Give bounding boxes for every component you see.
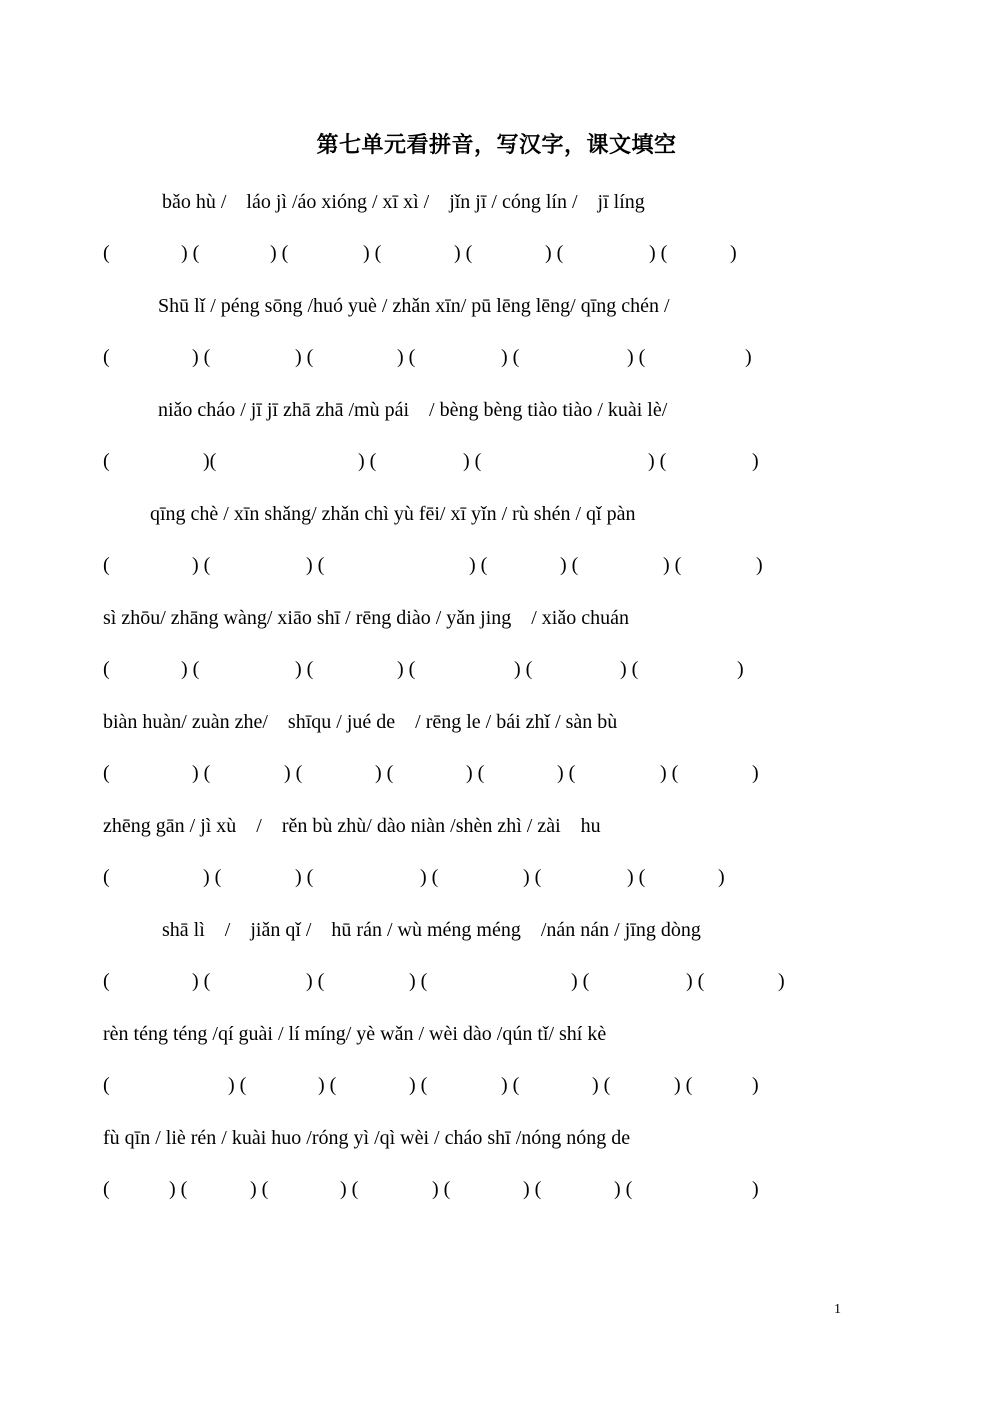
answer-blank[interactable]: )	[737, 658, 744, 680]
answer-blank[interactable]: ) (	[363, 242, 382, 264]
answer-blank[interactable]: ) (	[192, 554, 211, 576]
answer-blank[interactable]: ) (	[295, 346, 314, 368]
answer-blank[interactable]: ) (	[501, 346, 520, 368]
answer-blank[interactable]: ) (	[409, 970, 428, 992]
answer-blank[interactable]: ) (	[592, 1074, 611, 1096]
answer-blank[interactable]: ) (	[270, 242, 289, 264]
answer-blank[interactable]: ) (	[545, 242, 564, 264]
answer-blank[interactable]: )	[752, 1074, 759, 1096]
answer-blank[interactable]: ) (	[340, 1178, 359, 1200]
answer-blank[interactable]: )	[745, 346, 752, 368]
answer-blank[interactable]: ) (	[295, 866, 314, 888]
answer-blank[interactable]: ) (	[660, 762, 679, 784]
answer-blank[interactable]: (	[103, 450, 110, 472]
answer-blank[interactable]: )	[730, 242, 737, 264]
answer-blank[interactable]: ) (	[228, 1074, 247, 1096]
answer-blank[interactable]: ) (	[649, 242, 668, 264]
answer-blank[interactable]: ) (	[420, 866, 439, 888]
answer-blank[interactable]: ) (	[397, 346, 416, 368]
answer-blank[interactable]: ) (	[466, 762, 485, 784]
answer-blank[interactable]: ) (	[192, 970, 211, 992]
answer-blank[interactable]: ) (	[663, 554, 682, 576]
answer-blank[interactable]: ) (	[463, 450, 482, 472]
answer-blank[interactable]: )	[718, 866, 725, 888]
answer-blank[interactable]: ) (	[358, 450, 377, 472]
answer-blank[interactable]: ) (	[469, 554, 488, 576]
pinyin-line: rèn téng téng /qí guài / lí míng/ yè wǎn / wèi dào /qún tǐ/ shí kè	[103, 1023, 607, 1045]
answer-blank[interactable]: )(	[203, 450, 217, 472]
pinyin-line: qīng chè / xīn shǎng/ zhǎn chì yù fēi/ xī yǐn / rù shén / qǐ pàn	[150, 503, 636, 525]
answer-blank[interactable]: ) (	[514, 658, 533, 680]
answer-blank[interactable]: ) (	[560, 554, 579, 576]
answer-blank[interactable]: ) (	[648, 450, 667, 472]
answer-blank[interactable]: )	[752, 762, 759, 784]
pinyin-line: fù qīn / liè rén / kuài huo /róng yì /qì wèi / cháo shī /nóng nóng de	[103, 1127, 631, 1149]
answer-blank[interactable]: ) (	[620, 658, 639, 680]
pinyin-line: sì zhōu/ zhāng wàng/ xiāo shī / rēng diào / yǎn jing / xiǎo chuán	[103, 607, 629, 629]
answer-blank[interactable]: ) (	[571, 970, 590, 992]
answer-blank[interactable]: ) (	[627, 346, 646, 368]
answer-blank[interactable]: (	[103, 970, 110, 992]
answer-blank[interactable]: ) (	[306, 554, 325, 576]
answer-blank[interactable]: ) (	[192, 346, 211, 368]
answer-blank[interactable]: (	[103, 762, 110, 784]
answer-blank[interactable]: ) (	[432, 1178, 451, 1200]
answer-blank[interactable]: (	[103, 346, 110, 368]
answer-blank[interactable]: )	[756, 554, 763, 576]
answer-blank[interactable]: ) (	[523, 866, 542, 888]
answer-blank[interactable]: ) (	[192, 762, 211, 784]
answer-blank[interactable]: ) (	[318, 1074, 337, 1096]
answer-blank[interactable]: ) (	[674, 1074, 693, 1096]
pinyin-line: shā lì / jiǎn qǐ / hū rán / wù méng méng /nán nán / jīng dòng	[162, 919, 701, 941]
answer-blank[interactable]: ) (	[686, 970, 705, 992]
answer-blank[interactable]: (	[103, 658, 110, 680]
answer-blank[interactable]: )	[752, 1178, 759, 1200]
answer-blank[interactable]: ) (	[557, 762, 576, 784]
pinyin-line: biàn huàn/ zuàn zhe/ shīqu / jué de / rēng le / bái zhǐ / sàn bù	[103, 711, 618, 733]
answer-blank[interactable]: (	[103, 554, 110, 576]
answer-blank[interactable]: ) (	[181, 242, 200, 264]
answer-blank[interactable]: (	[103, 866, 110, 888]
answer-blank[interactable]: ) (	[501, 1074, 520, 1096]
answer-blank[interactable]: )	[752, 450, 759, 472]
answer-blank[interactable]: ) (	[284, 762, 303, 784]
page-title: 第七单元看拼音，写汉字，课文填空	[316, 132, 677, 158]
pinyin-line: Shū lǐ / péng sōng /huó yuè / zhǎn xīn/ pū lēng lēng/ qīng chén /	[158, 295, 670, 317]
answer-blank[interactable]: )	[778, 970, 785, 992]
answer-blank[interactable]: ) (	[181, 658, 200, 680]
pinyin-line: bǎo hù / láo jì /áo xióng / xī xì / jǐn jī / cóng lín / jī líng	[162, 191, 645, 213]
answer-blank[interactable]: (	[103, 1074, 110, 1096]
answer-blank[interactable]: ) (	[409, 1074, 428, 1096]
answer-blank[interactable]: ) (	[169, 1178, 188, 1200]
answer-blank[interactable]: ) (	[203, 866, 222, 888]
answer-blank[interactable]: ) (	[250, 1178, 269, 1200]
answer-blank[interactable]: ) (	[614, 1178, 633, 1200]
answer-blank[interactable]: ) (	[523, 1178, 542, 1200]
answer-blank[interactable]: (	[103, 1178, 110, 1200]
answer-blank[interactable]: ) (	[454, 242, 473, 264]
answer-blank[interactable]: (	[103, 242, 110, 264]
answer-blank[interactable]: ) (	[306, 970, 325, 992]
pinyin-line: niǎo cháo / jī jī zhā zhā /mù pái / bèng bèng tiào tiào / kuài lè/	[158, 399, 668, 421]
answer-blank[interactable]: ) (	[397, 658, 416, 680]
pinyin-line: zhēng gān / jì xù / rěn bù zhù/ dào niàn /shèn zhì / zài hu	[103, 815, 601, 837]
answer-blank[interactable]: ) (	[375, 762, 394, 784]
answer-blank[interactable]: ) (	[627, 866, 646, 888]
answer-blank[interactable]: ) (	[295, 658, 314, 680]
page-number: 1	[834, 1302, 841, 1317]
